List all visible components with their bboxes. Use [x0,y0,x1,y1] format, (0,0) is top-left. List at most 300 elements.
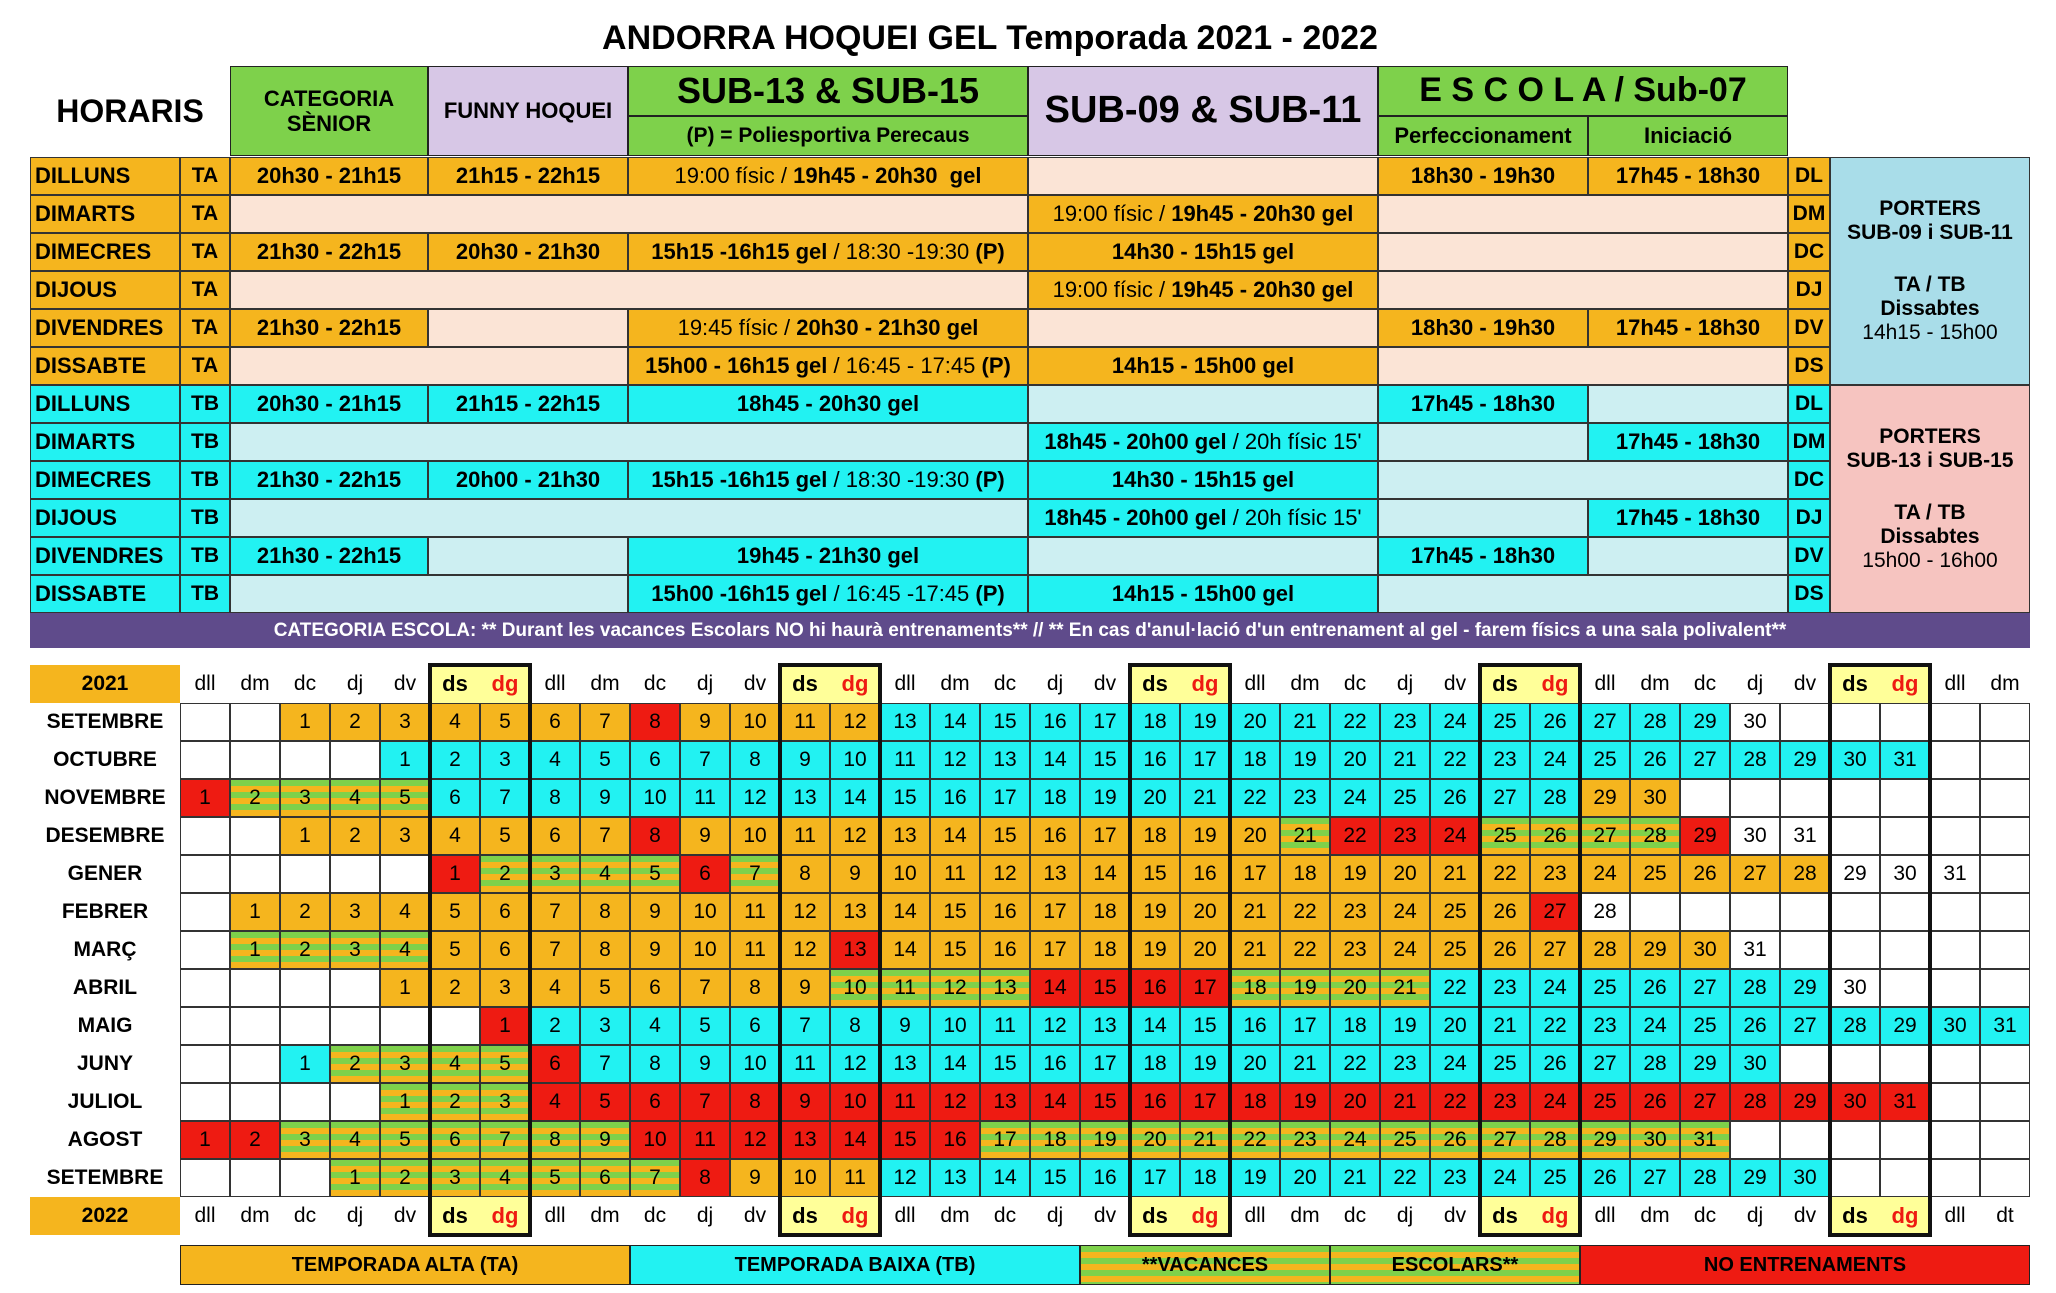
perfeccionament-slot [1378,423,1588,461]
calendar-day: 13 [980,741,1030,779]
calendar-day: 26 [1630,741,1680,779]
calendar-day [1780,703,1830,741]
calendar-day: 4 [330,779,380,817]
calendar-day: 8 [530,1121,580,1159]
time-segment: / 20h físic 15' [1226,429,1362,455]
calendar-day: 13 [830,893,880,931]
iniciacio-slot [1588,385,1788,423]
calendar-day [230,703,280,741]
weekday-label: dt [1996,1203,2014,1227]
calendar-day: 25 [1380,779,1430,817]
porters-sub: TA / TB Dissabtes [1880,272,1980,321]
day-abbr: DL [1788,157,1830,195]
day-label: DIVENDRES [30,309,180,347]
calendar-day: 23 [1480,969,1530,1007]
calendar-day [180,1045,230,1083]
calendar-day: 14 [830,1121,880,1159]
calendar-day [1730,893,1780,931]
calendar-day: 30 [1730,1045,1780,1083]
calendar-day: 10 [830,741,880,779]
calendar-day: 27 [1630,1159,1680,1197]
porters-time: 14h15 - 15h00 [1862,321,1998,345]
calendar-day: 19 [1180,1045,1230,1083]
perfeccionament-slot: 18h30 - 19h30 [1378,157,1588,195]
calendar-day: 28 [1580,893,1630,931]
calendar-day: 12 [930,969,980,1007]
calendar-day: 16 [1130,741,1180,779]
calendar-day: 11 [880,969,930,1007]
empty-slot [1378,195,1788,233]
calendar-day: 15 [1180,1007,1230,1045]
calendar-day: 27 [1480,779,1530,817]
day-label: DILLUNS [30,157,180,195]
calendar-day: 25 [1680,1007,1730,1045]
calendar-day: 15 [1130,855,1180,893]
time-segment: / 16:45 -17:45 [827,581,976,607]
calendar-day [1730,779,1780,817]
legend-tb: TEMPORADA BAIXA (TB) [630,1245,1080,1285]
calendar-day: 20 [1230,817,1280,855]
calendar-day: 9 [730,1159,780,1197]
calendar-day: 28 [1530,1121,1580,1159]
sub0911-slot [1028,423,1378,461]
time-segment: (P) [975,239,1005,265]
calendar-day: 24 [1580,855,1630,893]
calendar-day: 28 [1630,817,1680,855]
calendar-day [1980,1045,2030,1083]
calendar-day: 31 [1880,741,1930,779]
weekday-label: dj [696,671,714,695]
calendar-day: 24 [1330,779,1380,817]
calendar-day: 13 [1030,855,1080,893]
calendar-day: 1 [230,893,280,931]
porters-box [1830,157,2030,385]
calendar-day: 5 [630,855,680,893]
calendar-day: 20 [1230,703,1280,741]
calendar-day: 13 [880,1045,930,1083]
calendar-day [1630,893,1680,931]
calendar-day: 2 [280,893,330,931]
weekday-label: dm [240,1203,270,1227]
calendar-day: 19 [1280,741,1330,779]
time-segment: 18h45 - 20h00 gel [1044,429,1227,455]
funny-slot [428,537,628,575]
calendar-day [230,741,280,779]
season-label: TB [180,423,230,461]
calendar-day: 23 [1580,1007,1630,1045]
sub1315-slot [628,575,1028,613]
calendar-day: 23 [1430,1159,1480,1197]
calendar-day: 10 [730,703,780,741]
calendar-day [1780,1121,1830,1159]
calendar-day [330,741,380,779]
calendar-day: 13 [980,969,1030,1007]
calendar-day: 4 [380,931,430,969]
calendar-day: 19 [1280,969,1330,1007]
calendar-day [1830,931,1880,969]
time-segment: 19:00 físic / [674,163,794,189]
perfeccionament-slot: 17h45 - 18h30 [1378,385,1588,423]
calendar-day: 19 [1380,1007,1430,1045]
day-abbr: DJ [1788,499,1830,537]
calendar-day: 7 [530,931,580,969]
calendar-day: 18 [1130,1045,1180,1083]
calendar-day: 22 [1530,1007,1580,1045]
calendar-day: 5 [580,969,630,1007]
calendar-day: 3 [280,1121,330,1159]
calendar-day: 1 [330,1159,380,1197]
calendar-day: 23 [1380,1045,1430,1083]
time-segment: 15h00 -16h15 gel [651,581,828,607]
calendar-day [1980,1159,2030,1197]
calendar-day [230,1159,280,1197]
calendar-day: 17 [1080,1045,1130,1083]
calendar-day: 4 [530,1083,580,1121]
calendar-day: 7 [680,741,730,779]
weekday-label: dj [1746,1203,1764,1227]
calendar-day: 23 [1380,703,1430,741]
sub0911-slot [1028,271,1378,309]
calendar-day: 12 [930,741,980,779]
weekday-label: dll [544,1203,566,1227]
calendar-day: 10 [830,969,880,1007]
calendar-day: 21 [1230,931,1280,969]
month-label: NOVEMBRE [44,785,166,809]
calendar-day [1980,931,2030,969]
time-segment: 15h00 - 16h15 gel [645,353,828,379]
calendar-day: 13 [830,931,880,969]
weekday-label: dv [743,671,767,695]
empty-slot [230,575,628,613]
funny-slot: 21h15 - 22h15 [428,385,628,423]
calendar-day [1830,1159,1880,1197]
calendar-day: 9 [780,1083,830,1121]
calendar-day: 24 [1480,1159,1530,1197]
calendar-day: 19 [1180,703,1230,741]
calendar-day: 27 [1530,931,1580,969]
calendar-day [230,817,280,855]
weekday-label: dg [1180,665,1230,703]
weekday-label: dv [1443,1203,1467,1227]
calendar-day: 24 [1330,1121,1380,1159]
calendar-day [1730,1121,1780,1159]
sub1315-slot [628,233,1028,271]
calendar-day [280,1159,330,1197]
calendar-day: 20 [1280,1159,1330,1197]
calendar-day: 24 [1530,1083,1580,1121]
time-segment: 19h45 - 20h30 gel [1171,277,1354,303]
calendar-day: 3 [580,1007,630,1045]
year-label: 2022 [30,1197,180,1235]
calendar-day: 1 [480,1007,530,1045]
calendar-day: 8 [680,1159,730,1197]
calendar-day: 11 [730,931,780,969]
time-segment: 19:00 físic / [1052,201,1172,227]
calendar-day: 16 [1230,1007,1280,1045]
calendar-day: 28 [1580,931,1630,969]
season-label: TB [180,499,230,537]
calendar-day: 2 [430,741,480,779]
calendar-day: 13 [980,1083,1030,1121]
calendar-day: 6 [480,931,530,969]
calendar-day: 2 [330,817,380,855]
sub0911-slot [1028,157,1378,195]
senior-slot: 21h30 - 22h15 [230,461,428,499]
calendar-day: 2 [230,779,280,817]
calendar-day: 4 [430,817,480,855]
calendar-day: 8 [630,703,680,741]
empty-slot [230,423,1028,461]
calendar-day: 26 [1480,893,1530,931]
legend-escolars: ESCOLARS** [1330,1245,1580,1285]
calendar-day: 11 [780,817,830,855]
calendar-day [1780,779,1830,817]
calendar-day [180,817,230,855]
calendar-day: 3 [480,741,530,779]
calendar-day: 7 [580,703,630,741]
calendar-day: 1 [430,855,480,893]
weekday-label: dll [1594,1203,1616,1227]
calendar-day: 22 [1280,893,1330,931]
calendar-day: 25 [1430,893,1480,931]
calendar-day: 30 [1880,855,1930,893]
calendar-day: 13 [780,779,830,817]
time-segment: 15h15 -16h15 gel [651,467,828,493]
calendar-day: 25 [1430,931,1480,969]
calendar-day: 21 [1230,893,1280,931]
calendar-day: 12 [1030,1007,1080,1045]
legend-no-entrenaments: NO ENTRENAMENTS [1580,1245,2030,1285]
calendar-day: 6 [630,1083,680,1121]
month-label: FEBRER [61,899,149,923]
senior-slot: 21h30 - 22h15 [230,233,428,271]
calendar-day [1980,817,2030,855]
calendar-day: 6 [630,741,680,779]
day-abbr: DC [1788,233,1830,271]
calendar-day: 20 [1430,1007,1480,1045]
weekday-label: dll [894,671,916,695]
calendar-day: 29 [1880,1007,1930,1045]
day-label: DIJOUS [30,499,180,537]
calendar-day: 6 [430,779,480,817]
weekday-label: dg [1530,665,1580,703]
calendar-day: 1 [380,1083,430,1121]
season-label: TB [180,575,230,613]
calendar-day: 12 [830,817,880,855]
sub1315-slot [628,309,1028,347]
weekday-label: ds [1480,665,1530,703]
calendar-day [1830,779,1880,817]
calendar-day: 4 [530,969,580,1007]
legend-vacances: **VACANCES [1080,1245,1330,1285]
calendar-day: 20 [1180,931,1230,969]
senior-slot: 21h30 - 22h15 [230,309,428,347]
calendar-day: 16 [1180,855,1230,893]
weekday-label: dll [1594,671,1616,695]
weekday-label: dll [1244,671,1266,695]
porters-time: 15h00 - 16h00 [1862,549,1998,573]
calendar-day: 6 [630,969,680,1007]
calendar-day: 24 [1530,969,1580,1007]
calendar-day: 14 [930,703,980,741]
weekday-label: dm [1640,671,1670,695]
weekday-label: dg [480,665,530,703]
calendar-day: 18 [1330,1007,1380,1045]
calendar-day: 21 [1280,703,1330,741]
calendar-day: 7 [580,817,630,855]
sub1315-slot: 19h45 - 21h30 gel [628,537,1028,575]
calendar-day: 19 [1330,855,1380,893]
calendar-day [1980,969,2030,1007]
calendar-day: 30 [1680,931,1730,969]
header-escola: E S C O L A / Sub-07 [1378,66,1788,116]
day-abbr: DS [1788,575,1830,613]
calendar-day: 5 [680,1007,730,1045]
porters-sub: TA / TB Dissabtes [1880,500,1980,549]
calendar-day: 11 [780,1045,830,1083]
calendar-day: 14 [930,1045,980,1083]
season-label: TA [180,271,230,309]
weekday-label: dm [240,671,270,695]
calendar-day: 16 [930,779,980,817]
weekday-label: dj [1746,671,1764,695]
calendar-day: 27 [1780,1007,1830,1045]
perfeccionament-slot: 18h30 - 19h30 [1378,309,1588,347]
calendar-day: 9 [580,1121,630,1159]
time-segment: 19:00 físic / [1052,277,1172,303]
calendar-day: 20 [1130,779,1180,817]
calendar-day [1880,1045,1930,1083]
calendar-day: 10 [880,855,930,893]
day-label: DIMARTS [30,423,180,461]
calendar-day: 16 [1030,817,1080,855]
calendar-day: 2 [530,1007,580,1045]
time-segment: 19:45 físic / [677,315,797,341]
calendar-day: 13 [930,1159,980,1197]
calendar-day: 12 [730,1121,780,1159]
calendar-day: 10 [680,893,730,931]
weekday-label: dv [393,1203,417,1227]
calendar-day: 25 [1630,855,1680,893]
day-label: DIMARTS [30,195,180,233]
calendar-day: 28 [1630,1045,1680,1083]
calendar-day: 6 [580,1159,630,1197]
calendar-day: 20 [1230,1045,1280,1083]
calendar-day: 21 [1480,1007,1530,1045]
month-label: JUNY [76,1051,134,1075]
calendar-day: 30 [1830,969,1880,1007]
calendar-day: 19 [1280,1083,1330,1121]
weekday-label: dv [1443,671,1467,695]
calendar-day: 7 [530,893,580,931]
day-label: DIJOUS [30,271,180,309]
sub1315-slot: 18h45 - 20h30 gel [628,385,1028,423]
calendar-day: 28 [1680,1159,1730,1197]
calendar-day: 2 [330,1045,380,1083]
calendar-day: 3 [430,1159,480,1197]
calendar-day [1830,1121,1880,1159]
calendar-day: 16 [1030,1045,1080,1083]
weekday-label: dj [1396,671,1414,695]
calendar-day: 9 [830,855,880,893]
day-label: DIVENDRES [30,537,180,575]
season-label: TB [180,461,230,499]
day-abbr: DV [1788,309,1830,347]
empty-slot [1378,575,1788,613]
funny-slot [428,309,628,347]
calendar-day: 8 [580,931,630,969]
calendar-day: 6 [480,893,530,931]
time-segment: / 16:45 - 17:45 [827,353,982,379]
calendar-day: 27 [1680,741,1730,779]
calendar-day: 22 [1330,1045,1380,1083]
calendar-day: 22 [1330,703,1380,741]
calendar-day [1930,931,1980,969]
header-sub0911: SUB-09 & SUB-11 [1028,66,1378,156]
calendar-day: 15 [880,779,930,817]
calendar-day: 1 [280,703,330,741]
calendar-day: 2 [330,703,380,741]
weekday-label: dv [1093,671,1117,695]
day-abbr: DL [1788,385,1830,423]
season-label: TA [180,157,230,195]
funny-slot: 21h15 - 22h15 [428,157,628,195]
calendar-day: 8 [580,893,630,931]
calendar-day: 6 [530,817,580,855]
calendar-day: 26 [1630,1083,1680,1121]
calendar-day: 4 [430,703,480,741]
calendar-day: 21 [1180,1121,1230,1159]
calendar-day: 11 [930,855,980,893]
calendar-day [1680,893,1730,931]
calendar-day [230,1045,280,1083]
calendar-day: 18 [1030,779,1080,817]
calendar-day [1930,1045,1980,1083]
weekday-label: dll [1944,671,1966,695]
calendar-day: 17 [1030,893,1080,931]
calendar-day: 29 [1630,931,1680,969]
calendar-day: 3 [480,969,530,1007]
calendar-day: 9 [580,779,630,817]
calendar-day: 3 [480,1083,530,1121]
weekday-label: dc [293,1203,317,1227]
empty-slot [1378,347,1788,385]
weekday-label: dj [1046,671,1064,695]
calendar-day: 12 [980,855,1030,893]
calendar-day [330,1083,380,1121]
calendar-day: 7 [780,1007,830,1045]
calendar-day: 13 [880,817,930,855]
calendar-day: 6 [430,1121,480,1159]
calendar-day [330,855,380,893]
calendar-day: 8 [730,969,780,1007]
calendar-day: 14 [1030,1083,1080,1121]
calendar-day: 20 [1330,1083,1380,1121]
legend-ta: TEMPORADA ALTA (TA) [180,1245,630,1285]
weekday-label: dll [544,671,566,695]
calendar-day [1980,1083,2030,1121]
year-label: 2021 [30,665,180,703]
weekday-label: dm [940,671,970,695]
weekday-label: dll [894,1203,916,1227]
calendar-day [1980,703,2030,741]
month-label: ABRIL [72,975,138,999]
calendar-day: 16 [930,1121,980,1159]
calendar-day: 1 [380,969,430,1007]
calendar-day: 17 [1180,741,1230,779]
weekday-label: dg [1180,1197,1230,1235]
weekday-label: dg [1880,665,1930,703]
